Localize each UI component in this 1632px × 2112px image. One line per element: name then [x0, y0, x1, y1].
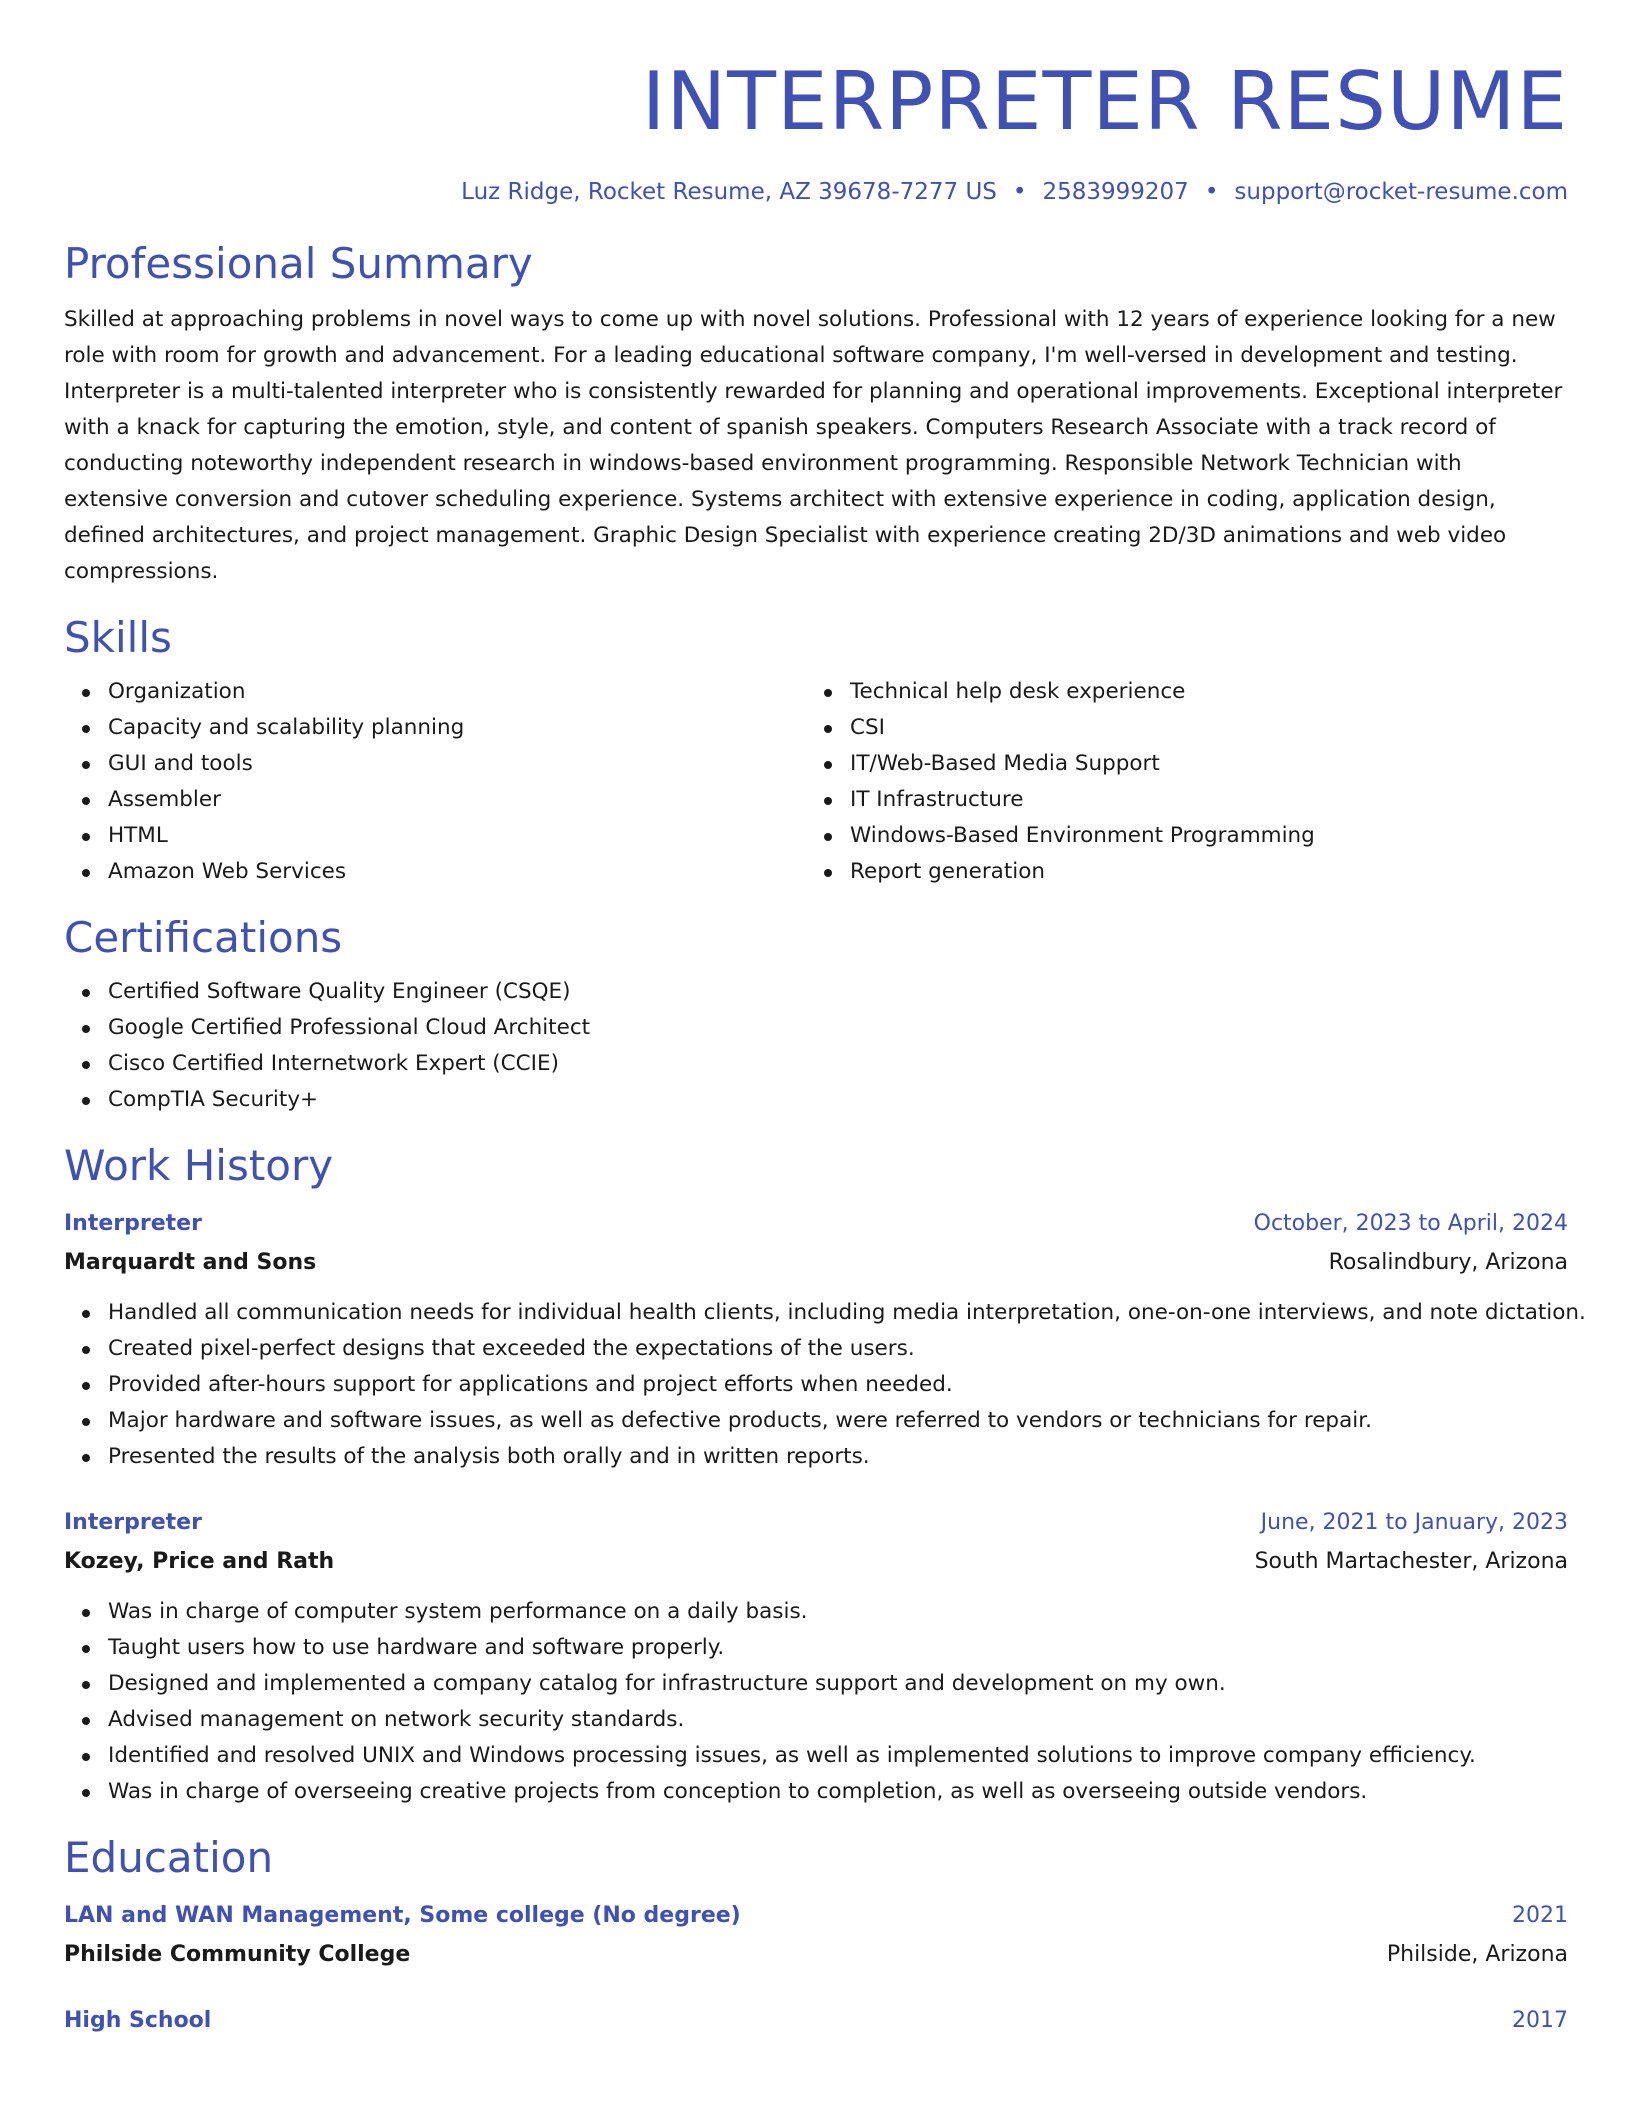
education-header-row — [64, 1898, 1568, 1934]
skill-item: Technical help desk experience — [850, 674, 1548, 710]
education-header-row — [64, 2003, 1568, 2039]
job-location: Rosalindbury, Arizona — [1328, 1250, 1568, 1275]
education-degree: LAN and WAN Management, Some college (No degree) — [64, 1903, 741, 1928]
job-bullet: Identified and resolved UNIX and Windows processing issues, as well as implemented solutions to improve company efficiency. — [108, 1738, 1568, 1774]
skills-list-right — [806, 674, 1548, 890]
skills-grid — [64, 674, 1568, 890]
skill-item: Windows-Based Environment Programming — [850, 818, 1548, 854]
contact-separator: • — [1012, 179, 1027, 205]
section-title-certifications: Certifications — [64, 913, 343, 962]
skill-item: Organization — [108, 674, 806, 710]
summary-section — [64, 238, 1568, 590]
job-bullet: Created pixel-perfect designs that exceeded the expectations of the users. — [108, 1331, 1568, 1367]
job-location: South Martachester, Arizona — [1254, 1549, 1568, 1574]
job-company-row — [64, 1544, 1568, 1580]
education-degree: High School — [64, 2008, 212, 2033]
skill-item: Report generation — [850, 854, 1548, 890]
job-dates: June, 2021 to January, 2023 — [1260, 1510, 1568, 1535]
education-section — [64, 1832, 1568, 2039]
education-school-row — [64, 1937, 1568, 1973]
job-company-row — [64, 1245, 1568, 1281]
resume-page — [64, 55, 1586, 2039]
job-bullet: Presented the results of the analysis both orally and in written reports. — [108, 1439, 1568, 1475]
certification-item: CompTIA Security+ — [108, 1082, 1568, 1118]
job-bullet: Designed and implemented a company catalog for infrastructure support and development on my own. — [108, 1666, 1568, 1702]
contact-phone: 2583999207 — [1042, 179, 1189, 205]
contact-email[interactable]: support@rocket-resume.com — [1234, 179, 1568, 205]
job-bullet: Was in charge of computer system performance on a daily basis. — [108, 1594, 1568, 1630]
job-bullet: Taught users how to use hardware and software properly. — [108, 1630, 1568, 1666]
job-header-row — [64, 1206, 1568, 1242]
resume-title: INTERPRETER RESUME — [641, 55, 1568, 148]
work-history-section — [64, 1140, 1586, 1810]
job-dates: October, 2023 to April, 2024 — [1253, 1211, 1568, 1236]
education-year: 2017 — [1512, 2008, 1568, 2033]
job-company: Marquardt and Sons — [64, 1250, 317, 1275]
education-location: Philside, Arizona — [1386, 1942, 1568, 1967]
job-bullet: Major hardware and software issues, as well as defective products, were referred to vendors or technicians for repair. — [108, 1403, 1568, 1439]
skill-item: IT Infrastructure — [850, 782, 1548, 818]
education-entry — [64, 2003, 1568, 2039]
job-bullet: Was in charge of overseeing creative projects from conception to completion, as well as overseeing outside vendors. — [108, 1774, 1568, 1810]
job-title: Interpreter — [64, 1211, 202, 1236]
certification-item: Cisco Certified Internetwork Expert (CCIE) — [108, 1046, 1568, 1082]
education-entry — [64, 1898, 1568, 1973]
section-title-skills: Skills — [64, 613, 172, 662]
certification-item: Google Certified Professional Cloud Architect — [108, 1010, 1568, 1046]
skills-list-left — [64, 674, 806, 890]
contact-separator: • — [1204, 179, 1219, 205]
skill-item: CSI — [850, 710, 1548, 746]
skills-section — [64, 612, 1568, 890]
job-bullets — [64, 1295, 1586, 1475]
skill-item: Capacity and scalability planning — [108, 710, 806, 746]
section-title-work-history: Work History — [64, 1141, 334, 1190]
summary-text: Skilled at approaching problems in novel ways to come up with novel solutions. Professional with 12 years of experience looking for a new role with room for growth and advancement. For a leading educational software company, I'm well-versed in development and testing. Interpreter is a multi-talented interpreter who is consistently rewarded for planning and operational improvements. Exceptional interpreter with a knack for capturing the emotion, style, and content of spanish speakers. Computers Research Associate with a track record of conducting noteworthy independent research in windows-based environment programming. Responsible Network Technician with extensive conversion and cutover scheduling experience. Systems architect with extensive experience in coding, application design, defined architectures, and project management. Graphic Design Specialist with experience creating 2D/3D animations and web video compressions. — [64, 307, 1563, 584]
section-title-education: Education — [64, 1833, 274, 1882]
job-bullets — [64, 1594, 1568, 1810]
job-entry — [64, 1206, 1586, 1475]
skill-item: HTML — [108, 818, 806, 854]
skill-item: Amazon Web Services — [108, 854, 806, 890]
job-header-row — [64, 1505, 1568, 1541]
certifications-list — [64, 974, 1568, 1118]
certifications-section — [64, 912, 1568, 1118]
contact-line — [64, 176, 1568, 208]
skill-item: IT/Web-Based Media Support — [850, 746, 1548, 782]
job-company: Kozey, Price and Rath — [64, 1549, 335, 1574]
education-school: Philside Community College — [64, 1942, 411, 1967]
certification-item: Certified Software Quality Engineer (CSQE) — [108, 974, 1568, 1010]
job-bullet: Provided after-hours support for applications and project efforts when needed. — [108, 1367, 1568, 1403]
skills-column-left — [64, 674, 806, 890]
section-title-summary: Professional Summary — [64, 239, 533, 288]
education-year: 2021 — [1512, 1903, 1568, 1928]
job-bullet: Handled all communication needs for individual health clients, including media interpretation, one-on-one interviews, and note dictation. — [108, 1295, 1568, 1331]
skill-item: Assembler — [108, 782, 806, 818]
skills-column-right — [806, 674, 1548, 890]
job-bullet: Advised management on network security standards. — [108, 1702, 1568, 1738]
contact-address: Luz Ridge, Rocket Resume, AZ 39678-7277 US — [461, 179, 997, 205]
job-title: Interpreter — [64, 1510, 202, 1535]
job-entry — [64, 1505, 1568, 1810]
skill-item: GUI and tools — [108, 746, 806, 782]
